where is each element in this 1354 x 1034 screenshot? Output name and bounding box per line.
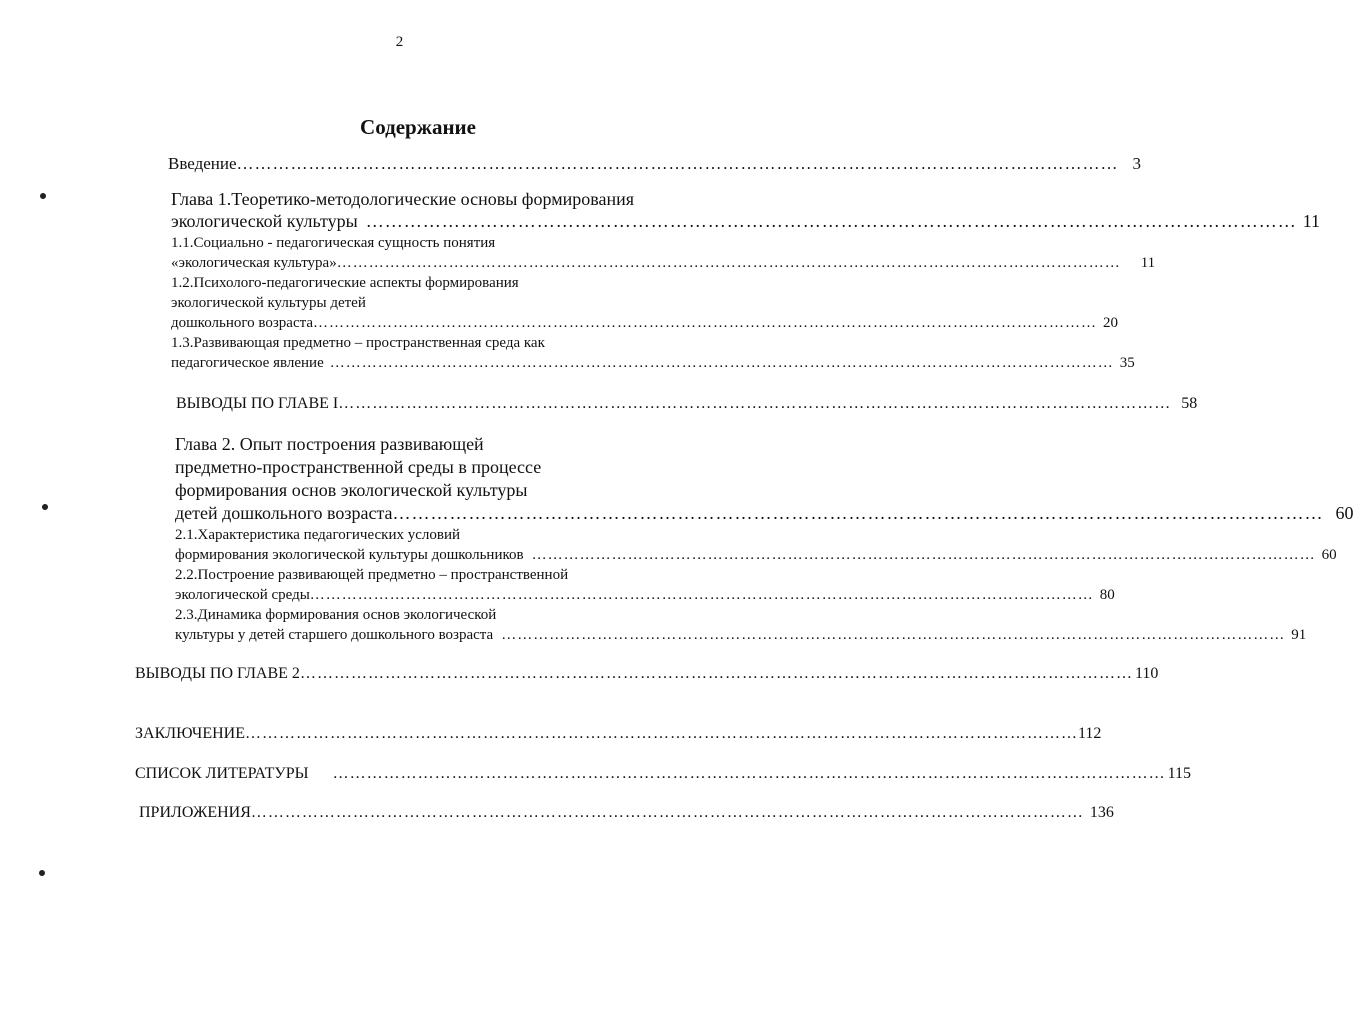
toc-label: экологической среды — [175, 587, 310, 603]
toc-leader: ………………………………………………………………………………………………………………………………… — [299, 665, 1133, 682]
scan-speck — [41, 503, 49, 511]
toc-page: 20 — [1103, 315, 1119, 331]
toc-leader: ………………………………………………………………………………………………………………………………… — [309, 587, 1094, 603]
toc-page: 60 — [1321, 547, 1337, 563]
toc-entry-conclusions-chapter2[interactable] — [135, 664, 1159, 684]
toc-page: 35 — [1119, 355, 1135, 371]
toc-entry-section-2-2[interactable] — [175, 585, 1115, 605]
section-2-1-line1: 2.1.Характеристика педагогических условий — [175, 527, 460, 543]
toc-label: детей дошкольного возраста — [175, 503, 393, 523]
toc-leader: ………………………………………………………………………………………………………………………………… — [236, 154, 1119, 173]
page-number: 2 — [395, 34, 404, 50]
toc-leader: ………………………………………………………………………………………………………………………………… — [250, 804, 1084, 821]
toc-page: 58 — [1181, 395, 1198, 412]
toc-entry-intro[interactable] — [168, 154, 1142, 174]
toc-leader: ………………………………………………………………………………………………………………………………… — [531, 547, 1316, 563]
toc-label: СПИСОК ЛИТЕРАТУРЫ — [135, 765, 309, 782]
section-2-3-line1: 2.3.Динамика формирования основ экологической — [175, 607, 497, 623]
toc-page: 112 — [1077, 725, 1102, 742]
toc-leader: ………………………………………………………………………………………………………………………………… — [332, 765, 1166, 782]
toc-label: экологической культуры — [171, 211, 358, 231]
toc-page: 91 — [1291, 627, 1307, 643]
toc-entry-appendices[interactable] — [139, 803, 1114, 823]
section-2-2-line1: 2.2.Построение развивающей предметно – пространственной — [175, 567, 569, 583]
toc-label: «экологическая культура» — [171, 255, 337, 271]
toc-page: 11 — [1302, 211, 1321, 231]
toc-page: 80 — [1099, 587, 1115, 603]
toc-leader: ………………………………………………………………………………………………………………………………… — [365, 211, 1297, 231]
section-1-1-line1: 1.1.Социально - педагогическая сущность понятия — [171, 235, 496, 251]
page-title: Содержание — [360, 115, 476, 139]
toc-entry-chapter2[interactable] — [175, 502, 1354, 524]
toc-entry-section-1-3[interactable] — [171, 353, 1135, 373]
toc-leader: ………………………………………………………………………………………………………………………………… — [392, 503, 1324, 523]
toc-label: Введение — [168, 154, 237, 173]
scan-speck — [39, 192, 47, 200]
toc-entry-section-2-3[interactable] — [175, 625, 1307, 645]
toc-label: педагогическое явление — [171, 355, 324, 371]
toc-leader: ………………………………………………………………………………………………………………………………… — [329, 355, 1114, 371]
toc-entry-section-1-2[interactable] — [171, 313, 1119, 333]
toc-leader: ………………………………………………………………………………………………………………………………… — [501, 627, 1286, 643]
toc-entry-bibliography[interactable] — [135, 764, 1191, 784]
toc-page: 136 — [1089, 804, 1114, 821]
toc-page: 60 — [1335, 503, 1354, 523]
section-1-2-line2: экологической культуры детей — [171, 295, 366, 311]
toc-entry-conclusion[interactable] — [135, 724, 1102, 744]
toc-label: дошкольного возраста — [171, 315, 314, 331]
toc-label: формирования экологической культуры дошкольников — [175, 547, 524, 563]
toc-page: 110 — [1134, 665, 1159, 682]
scan-speck — [38, 869, 46, 877]
toc-entry-conclusions-chapter1[interactable] — [176, 394, 1198, 414]
toc-leader: ………………………………………………………………………………………………………………………………… — [313, 315, 1098, 331]
toc-leader: ………………………………………………………………………………………………………………………………… — [338, 395, 1172, 412]
toc-label: ПРИЛОЖЕНИЯ — [139, 804, 251, 821]
toc-leader: ………………………………………………………………………………………………………………………………… — [336, 255, 1121, 271]
chapter2-title-line1: Глава 2. Опыт построения развивающей — [175, 434, 484, 454]
toc-label: ЗАКЛЮЧЕНИЕ — [135, 725, 245, 742]
section-1-3-line1: 1.3.Развивающая предметно – пространственная среда как — [171, 335, 545, 351]
toc-entry-chapter1[interactable] — [171, 210, 1321, 232]
chapter1-title-line1: Глава 1.Теоретико-методологические основы формирования — [171, 189, 635, 209]
toc-leader: ………………………………………………………………………………………………………………………………… — [244, 725, 1078, 742]
chapter2-title-line2: предметно-пространственной среды в процессе — [175, 457, 542, 477]
toc-label: культуры у детей старшего дошкольного возраста — [175, 627, 494, 643]
toc-page: 115 — [1167, 765, 1191, 782]
chapter2-title-line3: формирования основ экологической культуры — [175, 480, 528, 500]
section-1-2-line1: 1.2.Психолого-педагогические аспекты формирования — [171, 275, 519, 291]
toc-page: 11 — [1140, 255, 1156, 271]
toc-label: ВЫВОДЫ ПО ГЛАВЕ 2 — [135, 665, 300, 682]
toc-entry-section-1-1[interactable] — [171, 253, 1156, 273]
toc-label: ВЫВОДЫ ПО ГЛАВЕ I — [176, 395, 339, 412]
toc-page: 3 — [1132, 154, 1142, 173]
toc-entry-section-2-1[interactable] — [175, 545, 1337, 565]
